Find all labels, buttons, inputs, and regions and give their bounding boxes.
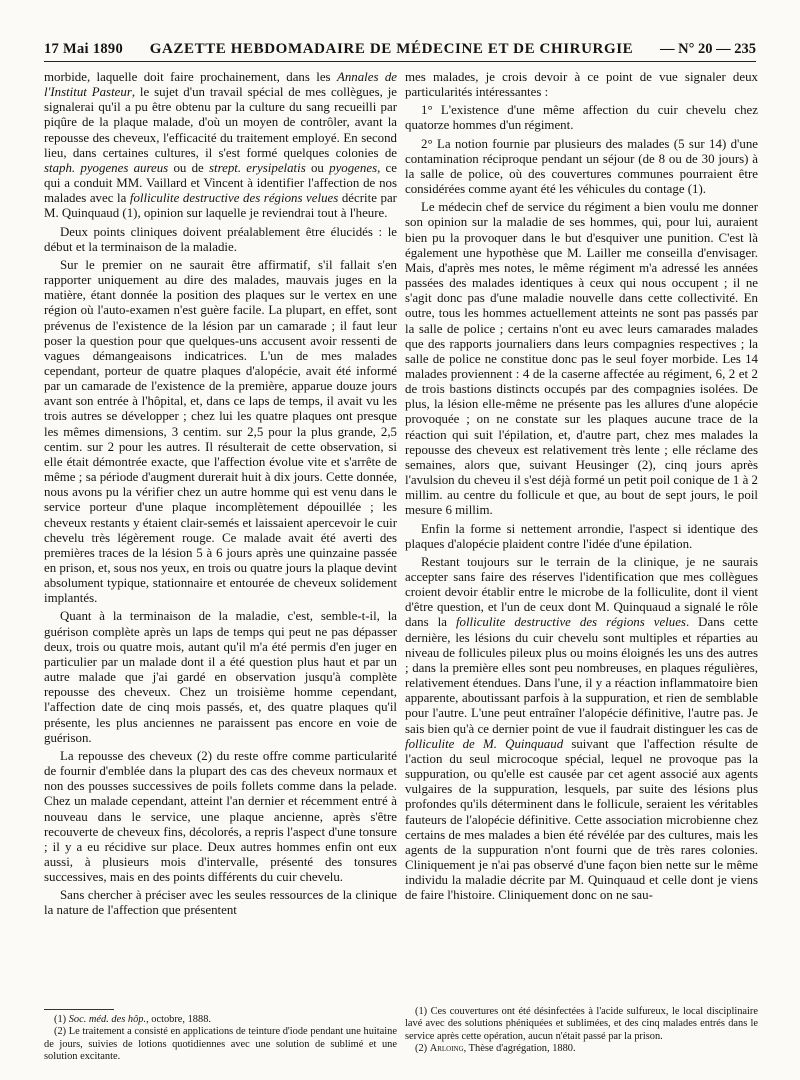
right-column — [405, 70, 758, 1024]
running-header — [44, 38, 756, 62]
footnote-right-2: (2) Arloing, Thèse d'agrégation, 1880. — [415, 1043, 576, 1055]
journal-title: GAZETTE HEBDOMADAIRE DE MÉDECINE ET DE CHIRURGIE — [149, 41, 634, 57]
right-footnotes — [405, 1006, 758, 1056]
right-paragraph-6: Restant toujours sur le terrain de la clinique, je ne saurais accepter sans faire des réserves l'identification que mes collègues croient devoir établir entre le microbe de la folliculite, dont il vient d'être question, et l'un de ceux dont M. Quinquaud a signalé le rôle dans la folliculite destructive des régions velues. Dans cette dernière, les lésions du cuir chevelu sont multiples et réparties au niveau de follicules pileux plus ou moins éloignés les uns des autres ; dans la première elles sont peu nombreuses, en plaques régulières, relativement étendues. Dans l'une, il y a réaction inflammatoire bien apparente, aboutissant parfois à la suppuration, et rien de semblable pour l'autre. L'une peut entraîner l'alopécie définitive, l'autre pas. Je sais bien qu'à ce dernier point de vue il faudrait distinguer les cas de folliculite de M. Quinquaud suivant que l'affection résulte de l'action du seul microcoque spécial, lequel ne provoque pas la suppuration, ou qu'elle est causée par cet agent associé aux agents vulgaires de la suppuration, lesquels, par suite des lésions plus profondes qu'ils déterminent dans le follicule, seraient les véritables fauteurs de l'alopécie définitive. Cette association microbienne chez certains de mes malades a bien été révélée par des cultures, mais les agents de la suppuration n'ont fourni que de très rares colonies. Cliniquement je n'ai pas observé d'une façon bien nette sur le même individu la maladie décrite par M. Quinquaud et celle dont je viens de faire l'histoire. Cliniquement donc on ne sau- — [405, 554, 758, 903]
left-paragraph-2: Deux points cliniques doivent préalablement être élucidés : le début et la terminaison de la maladie. — [44, 224, 397, 254]
footnote-right-1: (1) Ces couvertures ont été désinfectées à l'acide sulfureux, le local disciplinaire lavé avec des solutions phéniquées et sublimées, et des cinq malades entrés dans le service après cette opération, aucun n'était passé par la prison. — [405, 1005, 758, 1042]
footnote-1: (1) Soc. méd. des hôp., octobre, 1888. — [54, 1013, 211, 1025]
issue-page-number: — N° 20 — 235 — [659, 41, 756, 57]
right-paragraph-2: 1° L'existence d'une même affection du cuir chevelu chez quatorze hommes d'un régiment. — [405, 103, 758, 133]
right-paragraph-4: Le médecin chef de service du régiment a bien voulu me donner son opinion sur la maladie de ses hommes, qui, pour lui, auraient bien pu la provoquer dans le but d'esquiver une punition. C'est là également une hypothèse que M. Lailler me conseilla d'envisager. Mais, d'après mes notes, le même régiment m'a adressé les années passées des malades identiques à ceux qui nous occupent ; il ne s'agit donc pas d'une maladie nouvelle dans cette collectivité. En outre, tous les hommes actuellement atteints ne sont pas passés par la salle de police ; certains n'ont eu avec leurs camarades malades que des rapports journaliers dans leurs compagnies respectives ; la salle de police ne constitue donc pas le seul foyer morbide. Les 14 malades proviennent : 4 de la caserne affectée au régiment, 6, 2 et 2 de trois bastions distincts occupés par des compagnies isolées. De plus, la lésion elle-même ne présente pas les allures d'une alopécie provoquée ; on ne constate sur les plaques aucune trace de la réaction qui suit l'épilation, et, d'autre part, chez mes malades la repousse des cheveux est relativement très lente ; elle réclame des semaines, alors que, suivant Heusinger (2), cinq jours après l'avulsion du cheveu il s'est déjà formé un petit poil conique de 1 à 2 millim. au centre du follicule et que, au bout de sept jours, le poil mesure 6 millim. — [405, 200, 758, 518]
left-paragraph-4: Quant à la terminaison de la maladie, c'est, semble-t-il, la guérison complète après un laps de temps qui peut ne pas dépasser deux, trois ou quatre mois, autant qu'il m'a été permis d'en juger en particulier par un malade dont il a été question plus haut et par un autre malade que j'ai gardé en observation jusqu'à complète repousse des cheveux. Chez un troisième homme cependant, l'affection date de cinq mois passés, et, des quatre plaques qu'il présente, les plus anciennes ne paraissent pas encore en voie de guérison. — [44, 609, 397, 745]
left-paragraph-1: morbide, laquelle doit faire prochainement, dans les Annales de l'Institut Pasteur, le sujet d'un travail spécial de mes collègues, je signalerai qu'il a pu être obtenu par la culture du sang recueilli par piqûre de la plaque malade, d'où un moyen de contrôler, avant la repousse des cheveux, l'efficacité du traitement employé. En second lieu, dans certaines cultures, il s'est formé quelques colonies de staph. pyogenes aureus ou de strept. erysipelatis ou pyogenes, ce qui a conduit MM. Vaillard et Vincent à identifier l'affection de nos malades avec la folliculite destructive des régions velues décrite par M. Quinquaud (1), opinion sur laquelle je reviendrai tout à l'heure. — [44, 70, 398, 221]
left-paragraph-3: Sur le premier on ne saurait être affirmatif, s'il fallait s'en rapporter uniquement au dire des malades, mauvais juges en la matière, étant donnée la position des plaques sur le vertex en une région où l'auto-examen n'est guère facile. La plupart, en effet, sont prévenus de l'existence de la lésion par un camarade ; il faut leur poser la question pour que quelques-uns accusent avoir ressenti de vagues démangeaisons indicatrices. L'un de mes malades cependant, porteur de quatre plaques d'alopécie, avait été informé par un camarade de l'existence de la première, apparue douze jours avant son entrée à l'hôpital, et, dans ce laps de temps, il avait vu les trois autres se développer ; chez lui les quatre plaques ont presque les mêmes dimensions, 3 centim. sur 2,5 pour la plus grande, 2,5 centim. sur 2 pour les autres. Il résulterait de cette observation, si elle était démontrée exacte, que l'affection évolue vite et s'arrête de même ; sa période d'augment durerait huit à dix jours. Cette donnée, nous avons pu la vérifier chez un autre homme qui est venu dans le service porteur d'une plaque incomplètement dépouillée ; les cheveux restants y étaient clair-semés et laissaient apercevoir le cuir chevelu très légèrement rouge. Ce malade avait été averti des premières traces de la lésion 5 à 6 jours après une quinzaine passée en prison, et, sous nos yeux, en trois ou quatre jours la plaque devint absolument typique, stationnaire et entourée de cheveux solidement implantés. — [44, 257, 397, 606]
right-paragraph-1: mes malades, je crois devoir à ce point de vue signaler deux particularités intéressantes : — [405, 70, 758, 100]
right-paragraph-5: Enfin la forme si nettement arrondie, l'aspect si identique des plaques d'alopécie plaident contre l'idée d'une épilation. — [405, 521, 758, 551]
footnote-2: (2) Le traitement a consisté en applications de teinture d'iode pendant une huitaine de jours, suivies de lotions quotidiennes avec une solution de sublimé et une solution excitante. — [44, 1026, 397, 1063]
right-paragraph-3: 2° La notion fournie par plusieurs des malades (5 sur 14) d'une contamination réciproque pendant un séjour (de 8 ou de 30 jours) à la salle de police, où des couvertures communes pourraient être considérées comme ayant été les véhicules du contage (1). — [405, 136, 758, 197]
left-paragraph-5: La repousse des cheveux (2) du reste offre comme particularité de fournir d'emblée dans la plupart des cas des cheveux normaux et non des pousses successives de poils follets comme dans la pelade. Chez un malade cependant, atteint l'an dernier et récemment entré à nouveau dans le service, une plaque ancienne, après s'être recouverte de cheveux fins, décolorés, a repris l'aspect d'une tonsure ; il y a eu récidive sur place. Deux autres hommes enfin ont eux aussi, à plusieurs mois d'intervalle, présenté des tonsures successives, mais en des points différents du cuir chevelu. — [44, 748, 397, 885]
left-column — [44, 70, 397, 1024]
footnote-rule — [44, 1009, 114, 1010]
left-footnotes — [44, 1009, 397, 1064]
left-paragraph-6: Sans chercher à préciser avec les seules ressources de la clinique la nature de l'affection que présentent — [44, 888, 397, 918]
issue-date: 17 Mai 1890 — [44, 41, 124, 57]
